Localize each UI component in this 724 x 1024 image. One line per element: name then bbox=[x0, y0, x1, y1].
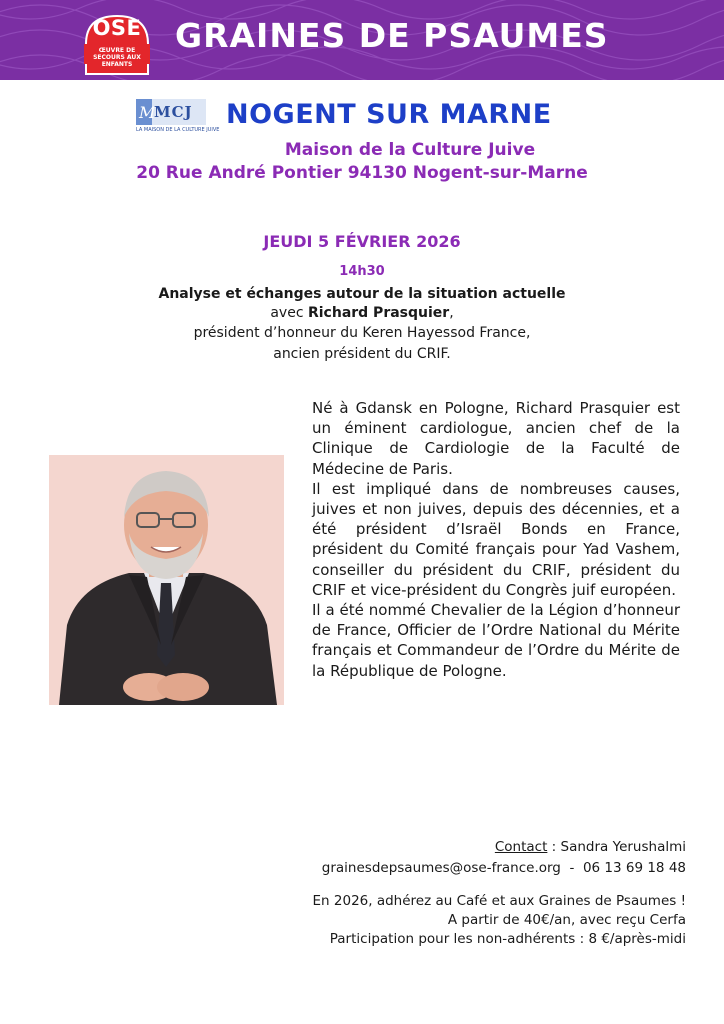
speaker-role-2: ancien président du CRIF. bbox=[273, 346, 451, 362]
ose-logo bbox=[80, 14, 154, 76]
membership-line-3: Participation pour les non-adhérents : 8 €/après-midi bbox=[329, 931, 686, 947]
contact-details bbox=[322, 858, 686, 879]
venue-address: 20 Rue André Pontier 94130 Nogent-sur-Marne bbox=[136, 163, 588, 183]
contact-line bbox=[322, 837, 686, 858]
ose-logo-subtitle: ŒUVRE DE SECOURS AUX ENFANTS bbox=[93, 47, 141, 68]
speaker-role-1: président d’honneur du Keren Hayessod France, bbox=[193, 325, 531, 341]
banner-title: GRAINES DE PSAUMES bbox=[175, 16, 609, 55]
contact-email[interactable]: grainesdepsaumes@ose-france.org bbox=[321, 860, 561, 876]
contact-dash: - bbox=[560, 860, 583, 876]
membership-block bbox=[313, 892, 686, 949]
speaker-photo bbox=[49, 455, 284, 705]
mcj-logo bbox=[136, 99, 220, 135]
bio-paragraph: Il est impliqué dans de nombreuses causes, juives et non juives, depuis des décennies, et a été président d’Israël Bonds en France, président du Comité français pour Yad Vashem, conseiller du président du CRIF, président du CRIF et vice-président du Congrès juif européen. bbox=[312, 479, 680, 599]
speaker-line bbox=[0, 305, 724, 321]
ose-logo-word: OSE bbox=[92, 16, 142, 40]
speaker-suffix: , bbox=[449, 305, 454, 321]
membership-line-1: En 2026, adhérez au Café et aux Graines de Psaumes ! bbox=[312, 893, 686, 909]
contact-separator: : bbox=[547, 839, 561, 855]
city-title: NOGENT SUR MARNE bbox=[226, 99, 552, 130]
event-topic: Analyse et échanges autour de la situation actuelle bbox=[158, 286, 566, 302]
event-date: JEUDI 5 FÉVRIER 2026 bbox=[263, 232, 461, 251]
bio-paragraph: Il a été nommé Chevalier de la Légion d’honneur de France, Officier de l’Ordre National du Mérite français et Commandeur de l’Ordre du Mérite de la République de Pologne. bbox=[312, 601, 680, 680]
header-banner bbox=[0, 0, 724, 80]
membership-line-2: A partir de 40€/an, avec reçu Cerfa bbox=[447, 912, 686, 928]
venue-name: Maison de la Culture Juive bbox=[284, 140, 536, 160]
contact-block bbox=[322, 837, 686, 879]
contact-label: Contact bbox=[494, 839, 548, 855]
speaker-bio bbox=[312, 398, 680, 681]
event-time: 14h30 bbox=[339, 264, 385, 279]
speaker-name: Richard Prasquier bbox=[307, 305, 450, 321]
speaker-prefix: avec bbox=[270, 305, 308, 321]
mcj-logo-caption: LA MAISON DE LA CULTURE JUIVE bbox=[136, 127, 220, 133]
mcj-logo-letters: MCJ bbox=[154, 103, 193, 121]
contact-name: Sandra Yerushalmi bbox=[560, 839, 686, 855]
bio-paragraph: Né à Gdansk en Pologne, Richard Prasquier est un éminent cardiologue, ancien chef de la Clinique de Cardiologie de la Faculté de Médecine de Paris. bbox=[312, 399, 680, 478]
svg-text:M: M bbox=[139, 103, 156, 122]
contact-phone[interactable]: 06 13 69 18 48 bbox=[582, 860, 686, 876]
